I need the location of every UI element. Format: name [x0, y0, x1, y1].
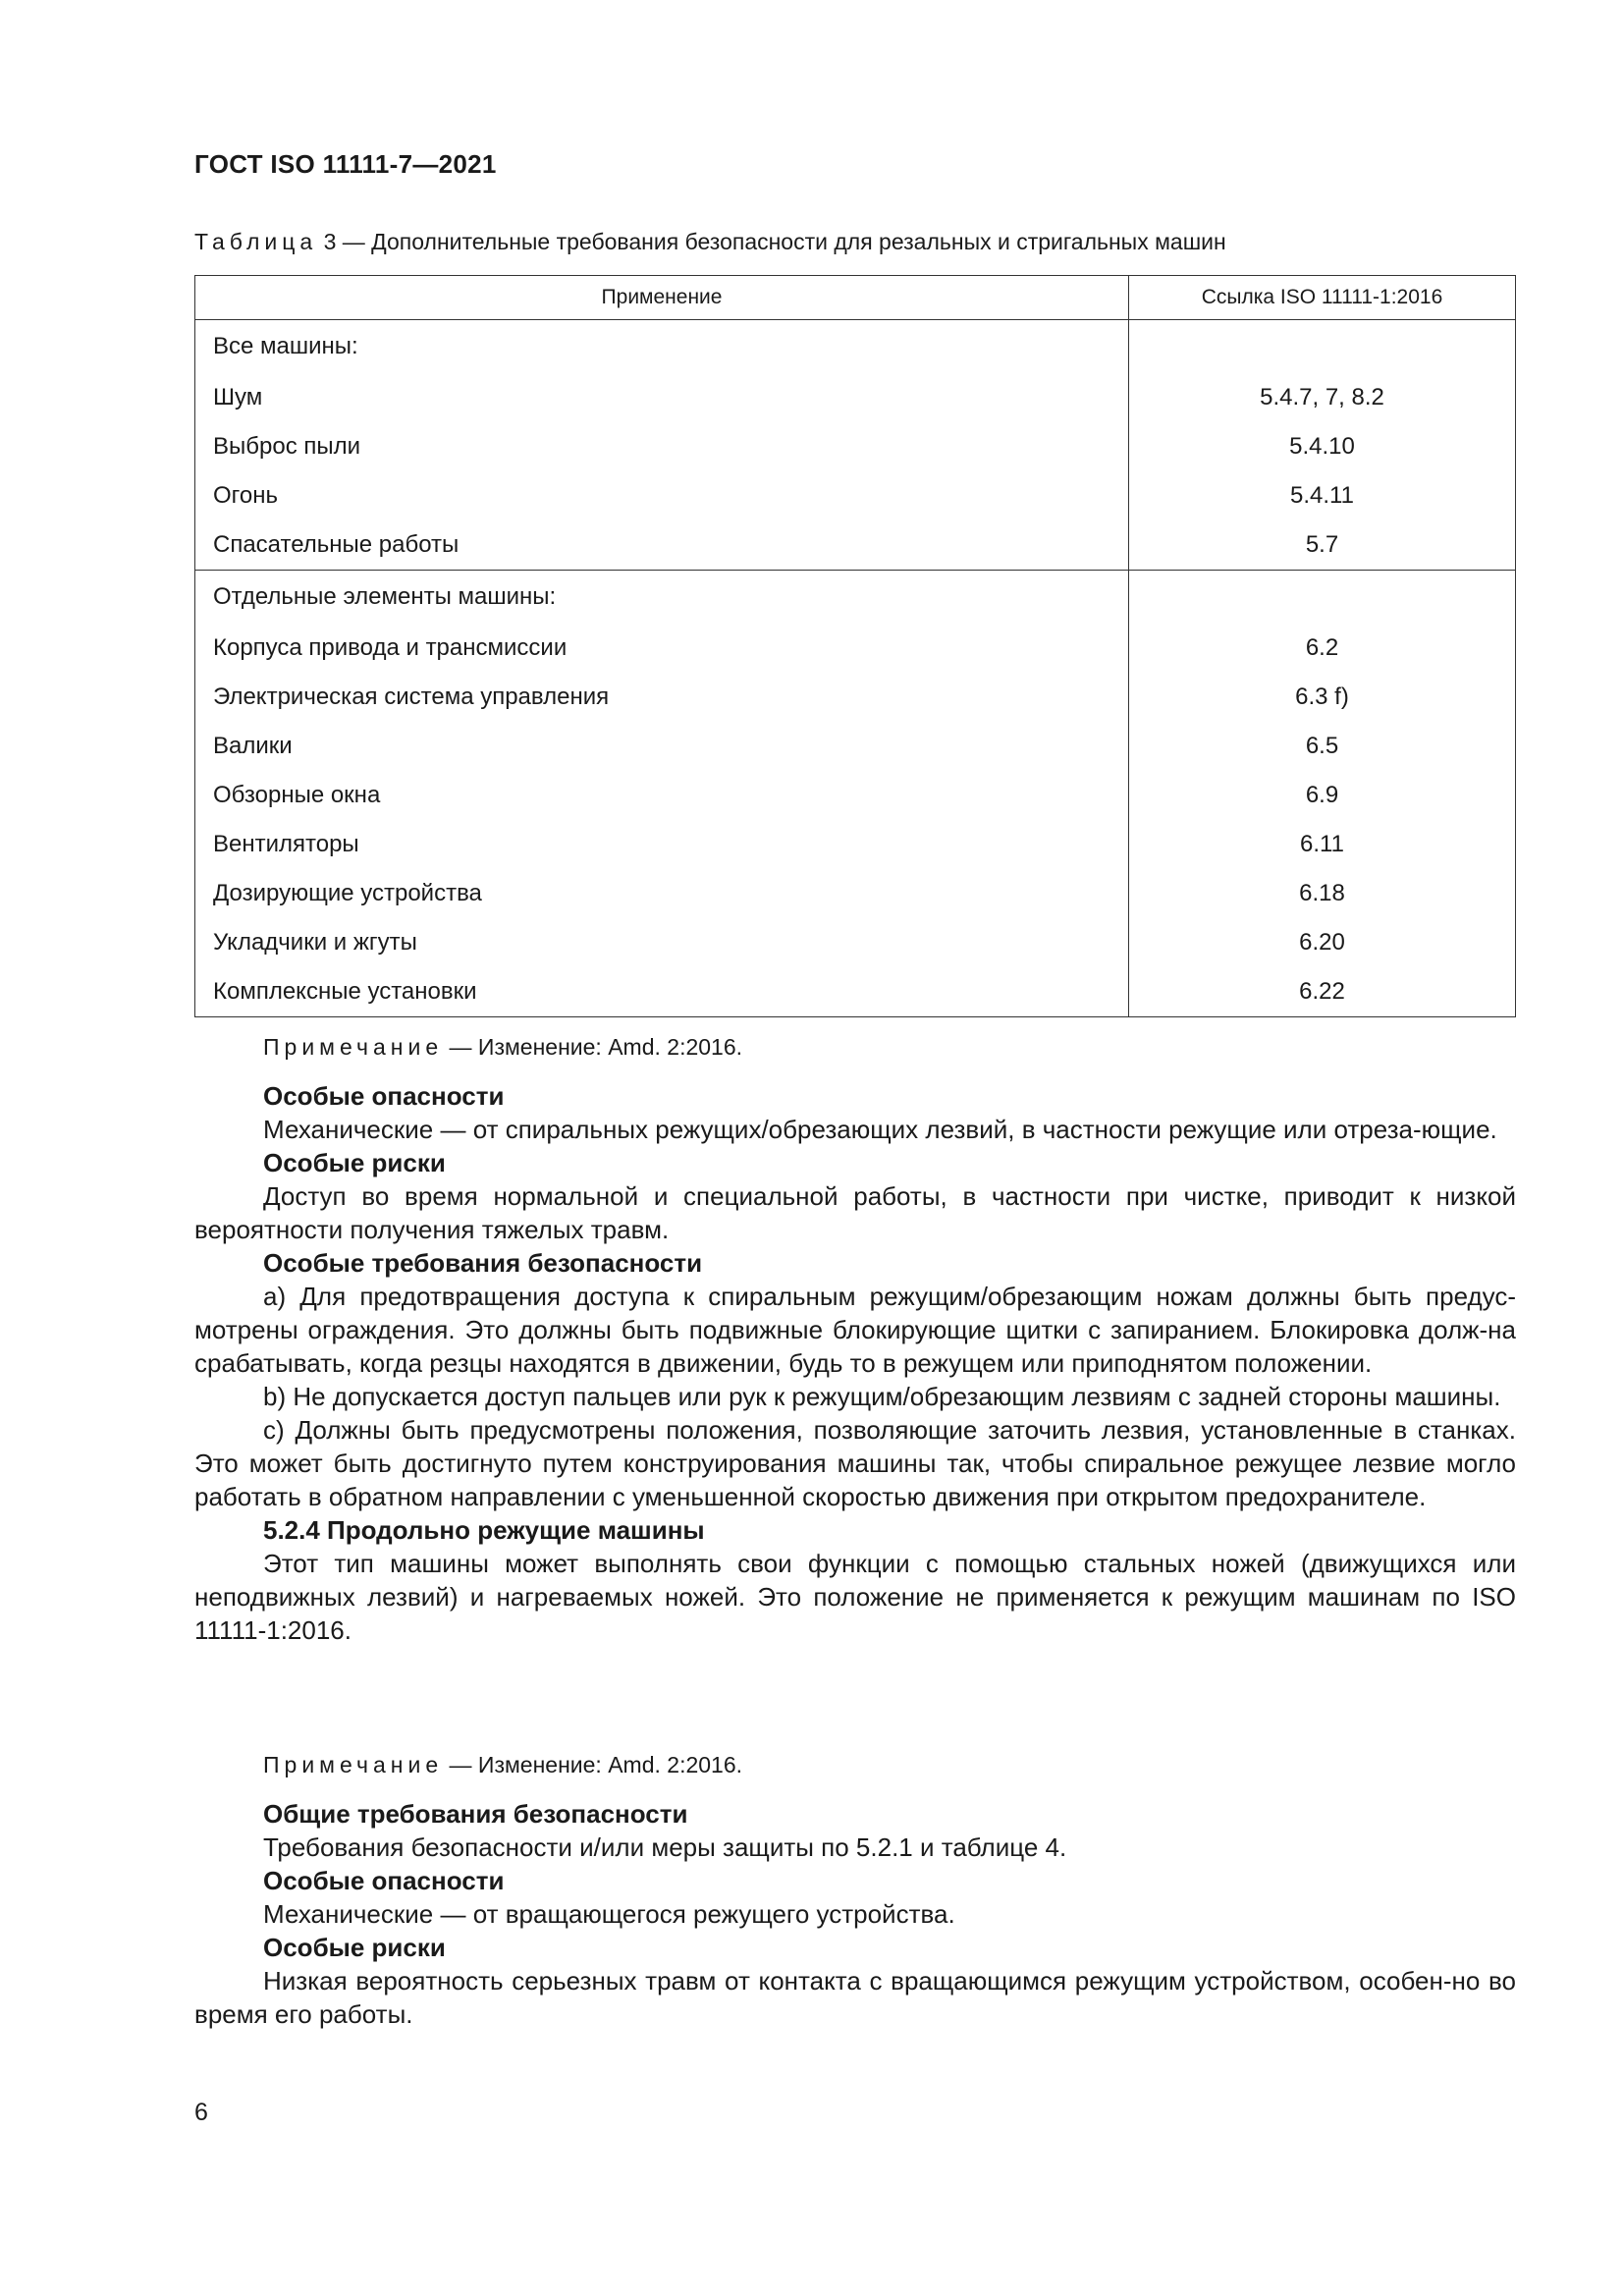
row-ref: 6.5 [1129, 722, 1516, 771]
row-ref: 5.4.11 [1129, 471, 1516, 520]
table-row [195, 422, 1516, 471]
row-ref: 6.20 [1129, 918, 1516, 967]
paragraph-risks: Низкая вероятность серьезных травм от контакта с вращающимся режущим устройством, особен-но во время его работы. [194, 1966, 1516, 2029]
row-ref: 5.4.7, 7, 8.2 [1129, 373, 1516, 422]
row-label: Укладчики и жгуты [195, 918, 1129, 967]
row-label: Огонь [195, 471, 1129, 520]
table-row [195, 771, 1516, 820]
table-row [195, 820, 1516, 869]
row-label: Комплексные установки [195, 967, 1129, 1017]
row-label: Дозирующие устройства [195, 869, 1129, 918]
requirements-table [194, 275, 1516, 1017]
paragraph-524-intro: Этот тип машины может выполнять свои функции с помощью стальных ножей (движущихся или неподвижных лезвий) и нагреваемых ножей. Это положение не применяется к режущим машинам по ISO 11111-1:2016. [194, 1549, 1516, 1645]
table-row [195, 373, 1516, 422]
row-ref: 6.9 [1129, 771, 1516, 820]
row-ref: 6.3 f) [1129, 673, 1516, 722]
table-row [195, 918, 1516, 967]
table-row [195, 471, 1516, 520]
note-2 [263, 1752, 742, 1778]
group-title: Отдельные элементы машины: [195, 571, 1129, 625]
table-group-title-row [195, 571, 1516, 625]
note-text: — Изменение: Amd. 2:2016. [449, 1034, 743, 1060]
table-caption [194, 229, 1226, 255]
table-row [195, 967, 1516, 1017]
note-word: Примечание [263, 1752, 444, 1777]
row-label: Спасательные работы [195, 520, 1129, 571]
table-header-row [195, 276, 1516, 320]
row-label: Обзорные окна [195, 771, 1129, 820]
heading-hazards: Особые опасности [263, 1866, 505, 1895]
col-header-reference: Ссылка ISO 11111-1:2016 [1129, 276, 1516, 320]
note-text: — Изменение: Amd. 2:2016. [449, 1752, 743, 1777]
table-row [195, 624, 1516, 673]
row-ref: 5.4.10 [1129, 422, 1516, 471]
row-label: Вентиляторы [195, 820, 1129, 869]
section-cutting-machines [194, 1079, 1516, 1647]
requirement-a: a) Для предотвращения доступа к спиральным режущим/обрезающим ножам должны быть предус-мотрены ограждения. Это должны быть подвижные блокирующие щитки с запиранием. Блокировка долж-на срабатывать, когда резцы находятся в движении, будь то в режущем или приподнятом положении. [194, 1282, 1516, 1378]
row-ref: 6.22 [1129, 967, 1516, 1017]
paragraph-hazards: Механические — от спиральных режущих/обрезающих лезвий, в частности режущие или отреза-ющие. [263, 1115, 1497, 1144]
row-label: Шум [195, 373, 1129, 422]
paragraph-general: Требования безопасности и/или меры защиты по 5.2.1 и таблице 4. [263, 1832, 1067, 1862]
table-group-title-row [195, 320, 1516, 374]
row-label: Электрическая система управления [195, 673, 1129, 722]
requirement-b: b) Не допускается доступ пальцев или рук к режущим/обрезающим лезвиям с задней стороны машины. [263, 1382, 1501, 1411]
paragraph-risks: Доступ во время нормальной и специальной работы, в частности при чистке, приводит к низкой вероятности получения тяжелых травм. [194, 1181, 1516, 1244]
page-number: 6 [194, 2099, 208, 2126]
row-ref: 6.18 [1129, 869, 1516, 918]
table-row [195, 722, 1516, 771]
document-code: ГОСТ ISO 11111-7—2021 [194, 149, 497, 179]
section-heading-524: 5.2.4 Продольно режущие машины [263, 1515, 705, 1545]
table-row [195, 869, 1516, 918]
row-ref: 6.11 [1129, 820, 1516, 869]
paragraph-hazards: Механические — от вращающегося режущего устройства. [263, 1899, 955, 1929]
table-row [195, 520, 1516, 571]
col-header-application: Применение [195, 276, 1129, 320]
row-label: Валики [195, 722, 1129, 771]
table-caption-text: 3 — Дополнительные требования безопасности для резальных и стригальных машин [323, 229, 1226, 254]
note-word: Примечание [263, 1034, 444, 1060]
heading-hazards: Особые опасности [263, 1081, 505, 1111]
heading-risks: Особые риски [263, 1933, 446, 1962]
table-caption-word: Таблица [194, 229, 318, 254]
section-slitting-requirements [194, 1797, 1516, 2031]
heading-requirements: Особые требования безопасности [263, 1248, 703, 1278]
group-title: Все машины: [195, 320, 1129, 374]
row-ref: 6.2 [1129, 624, 1516, 673]
heading-risks: Особые риски [263, 1148, 446, 1177]
note-1 [263, 1034, 742, 1061]
heading-general: Общие требования безопасности [263, 1799, 688, 1829]
row-label: Выброс пыли [195, 422, 1129, 471]
row-ref: 5.7 [1129, 520, 1516, 571]
requirement-c: c) Должны быть предусмотрены положения, позволяющие заточить лезвия, установленные в станках. Это может быть достигнуто путем конструирования машины так, чтобы спиральное режущее лезвие могло работать в обратном направлении с уменьшенной скоростью движения при открытом предохранителе. [194, 1415, 1516, 1511]
table-row [195, 673, 1516, 722]
row-label: Корпуса привода и трансмиссии [195, 624, 1129, 673]
